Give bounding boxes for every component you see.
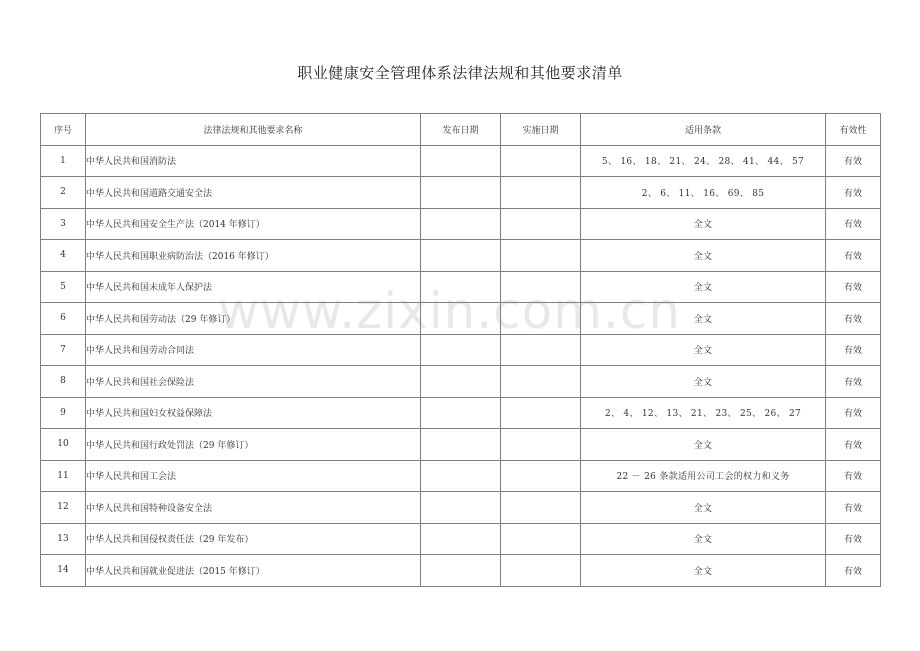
publish-date bbox=[421, 366, 501, 398]
header-publish-date: 发布日期 bbox=[421, 114, 501, 146]
table-header-row bbox=[41, 114, 881, 146]
row-no: 2 bbox=[41, 177, 86, 209]
publish-date bbox=[421, 208, 501, 240]
table-body bbox=[41, 145, 881, 586]
effective-date bbox=[501, 397, 581, 429]
header-name: 法律法规和其他要求名称 bbox=[86, 114, 421, 146]
effective-date bbox=[501, 303, 581, 335]
regulation-name: 中华人民共和国职业病防治法（2016 年修订） bbox=[86, 240, 421, 272]
applicable-clauses: 全文 bbox=[581, 492, 826, 524]
validity-status: 有效 bbox=[826, 177, 881, 209]
publish-date bbox=[421, 397, 501, 429]
publish-date bbox=[421, 523, 501, 555]
validity-status: 有效 bbox=[826, 460, 881, 492]
row-no: 7 bbox=[41, 334, 86, 366]
validity-status: 有效 bbox=[826, 334, 881, 366]
validity-status: 有效 bbox=[826, 555, 881, 587]
regulation-name: 中华人民共和国侵权责任法（29 年发布） bbox=[86, 523, 421, 555]
table-row bbox=[41, 208, 881, 240]
table-row bbox=[41, 240, 881, 272]
applicable-clauses: 5、 16、 18、 21、 24、 28、 41、 44、 57 bbox=[581, 145, 826, 177]
header-effective-date: 实施日期 bbox=[501, 114, 581, 146]
applicable-clauses: 2、 6、 11、 16、 69、 85 bbox=[581, 177, 826, 209]
applicable-clauses: 全文 bbox=[581, 555, 826, 587]
publish-date bbox=[421, 240, 501, 272]
validity-status: 有效 bbox=[826, 145, 881, 177]
applicable-clauses: 全文 bbox=[581, 429, 826, 461]
effective-date bbox=[501, 271, 581, 303]
regulation-name: 中华人民共和国就业促进法（2015 年修订） bbox=[86, 555, 421, 587]
regulation-name: 中华人民共和国消防法 bbox=[86, 145, 421, 177]
effective-date bbox=[501, 555, 581, 587]
validity-status: 有效 bbox=[826, 366, 881, 398]
validity-status: 有效 bbox=[826, 208, 881, 240]
document-title: 职业健康安全管理体系法律法规和其他要求清单 bbox=[297, 64, 623, 82]
regulation-name: 中华人民共和国行政处罚法（29 年修订） bbox=[86, 429, 421, 461]
applicable-clauses: 全文 bbox=[581, 303, 826, 335]
effective-date bbox=[501, 523, 581, 555]
row-no: 13 bbox=[41, 523, 86, 555]
row-no: 3 bbox=[41, 208, 86, 240]
effective-date bbox=[501, 492, 581, 524]
publish-date bbox=[421, 555, 501, 587]
regulation-name: 中华人民共和国道路交通安全法 bbox=[86, 177, 421, 209]
regulation-name: 中华人民共和国妇女权益保障法 bbox=[86, 397, 421, 429]
header-clauses: 适用条款 bbox=[581, 114, 826, 146]
regulation-name: 中华人民共和国劳动合同法 bbox=[86, 334, 421, 366]
table-row bbox=[41, 334, 881, 366]
applicable-clauses: 全文 bbox=[581, 523, 826, 555]
publish-date bbox=[421, 492, 501, 524]
effective-date bbox=[501, 240, 581, 272]
validity-status: 有效 bbox=[826, 397, 881, 429]
applicable-clauses: 全文 bbox=[581, 208, 826, 240]
row-no: 9 bbox=[41, 397, 86, 429]
publish-date bbox=[421, 303, 501, 335]
applicable-clauses: 2、 4、 12、 13、 21、 23、 25、 26、 27 bbox=[581, 397, 826, 429]
effective-date bbox=[501, 460, 581, 492]
table-row bbox=[41, 177, 881, 209]
effective-date bbox=[501, 334, 581, 366]
table-row bbox=[41, 397, 881, 429]
validity-status: 有效 bbox=[826, 240, 881, 272]
applicable-clauses: 全文 bbox=[581, 334, 826, 366]
watermark: www.zixin.com.cn bbox=[218, 282, 682, 340]
publish-date bbox=[421, 429, 501, 461]
header-validity: 有效性 bbox=[826, 114, 881, 146]
publish-date bbox=[421, 145, 501, 177]
table-row bbox=[41, 555, 881, 587]
table-row bbox=[41, 303, 881, 335]
table-row bbox=[41, 460, 881, 492]
regulation-name: 中华人民共和国社会保险法 bbox=[86, 366, 421, 398]
table-row bbox=[41, 145, 881, 177]
row-no: 5 bbox=[41, 271, 86, 303]
table-row bbox=[41, 523, 881, 555]
effective-date bbox=[501, 208, 581, 240]
validity-status: 有效 bbox=[826, 523, 881, 555]
validity-status: 有效 bbox=[826, 303, 881, 335]
effective-date bbox=[501, 429, 581, 461]
applicable-clauses: 全文 bbox=[581, 366, 826, 398]
header-no: 序号 bbox=[41, 114, 86, 146]
publish-date bbox=[421, 177, 501, 209]
row-no: 6 bbox=[41, 303, 86, 335]
regulation-name: 中华人民共和国劳动法（29 年修订） bbox=[86, 303, 421, 335]
table-row bbox=[41, 366, 881, 398]
regulation-name: 中华人民共和国特种设备安全法 bbox=[86, 492, 421, 524]
row-no: 12 bbox=[41, 492, 86, 524]
regulations-table bbox=[40, 113, 881, 587]
row-no: 4 bbox=[41, 240, 86, 272]
row-no: 14 bbox=[41, 555, 86, 587]
table-row bbox=[41, 271, 881, 303]
regulation-name: 中华人民共和国安全生产法（2014 年修订） bbox=[86, 208, 421, 240]
regulation-name: 中华人民共和国未成年人保护法 bbox=[86, 271, 421, 303]
row-no: 10 bbox=[41, 429, 86, 461]
validity-status: 有效 bbox=[826, 492, 881, 524]
row-no: 8 bbox=[41, 366, 86, 398]
applicable-clauses: 全文 bbox=[581, 240, 826, 272]
row-no: 11 bbox=[41, 460, 86, 492]
effective-date bbox=[501, 177, 581, 209]
applicable-clauses: 22 － 26 条款适用公司工会的权力和义务 bbox=[581, 460, 826, 492]
applicable-clauses: 全文 bbox=[581, 271, 826, 303]
effective-date bbox=[501, 366, 581, 398]
row-no: 1 bbox=[41, 145, 86, 177]
publish-date bbox=[421, 271, 501, 303]
regulation-name: 中华人民共和国工会法 bbox=[86, 460, 421, 492]
publish-date bbox=[421, 334, 501, 366]
table-row bbox=[41, 429, 881, 461]
publish-date bbox=[421, 460, 501, 492]
effective-date bbox=[501, 145, 581, 177]
validity-status: 有效 bbox=[826, 271, 881, 303]
table-row bbox=[41, 492, 881, 524]
validity-status: 有效 bbox=[826, 429, 881, 461]
